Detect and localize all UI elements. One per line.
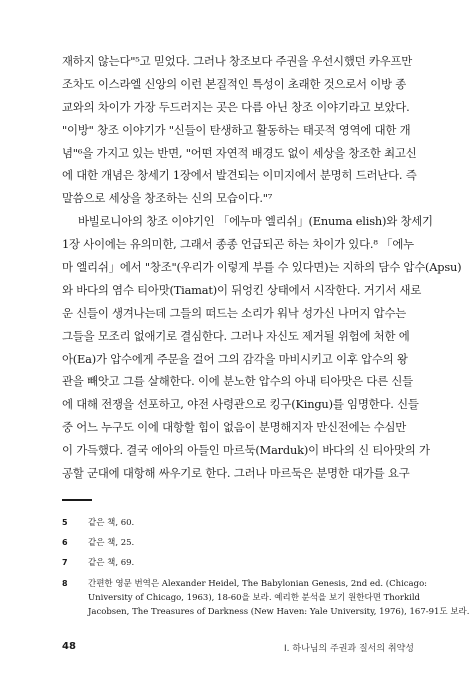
- footnote-number: 8: [62, 578, 68, 588]
- body-line: 이 가득했다. 결국 에아의 아들인 마르둑(Marduk)이 바다의 신 티아맛의 가: [62, 443, 430, 458]
- body-line: 그들을 모조리 없애기로 결심한다. 그러나 자신도 제거될 위험에 처한 에: [62, 328, 410, 343]
- body-line: 재하지 않는다"⁵고 믿었다. 그러나 창조보다 주권을 우선시했던 카우프만: [62, 54, 413, 68]
- footnote-number: 5: [62, 518, 68, 527]
- footnote-text: 같은 책, 69.: [88, 558, 135, 569]
- body-line: 1장 사이에는 유의미한, 그래서 종종 언급되곤 하는 차이가 있다.⁸ 「에누: [62, 237, 414, 252]
- page-number: 48: [62, 641, 76, 652]
- body-line: "이방" 창조 이야기가 "신들이 탄생하고 활동하는 태곳적 영역에 대한 개: [62, 122, 411, 137]
- body-line: 념"⁶을 가지고 있는 반면, "어떤 자연적 배경도 없이 세상을 창조한 최고신: [62, 145, 417, 160]
- footnote-text: Jacobsen, The Treasures of Darkness (New Haven: Yale University, 1976), 167-91도 보라.: [88, 607, 470, 618]
- footnote: [62, 577, 470, 620]
- footnote: [62, 556, 414, 570]
- footnote-text: University of Chicago, 1963), 18-60을 보라. 예리한 분석을 보기 원한다면 Thorkild: [88, 592, 420, 603]
- footnote-divider: [62, 499, 92, 501]
- footnote-text: 같은 책, 25.: [88, 538, 135, 549]
- footnote: [62, 536, 414, 550]
- body-line: 공할 군대에 대항해 싸우기로 한다. 그러나 마르둑은 분명한 대가를 요구: [62, 466, 410, 481]
- footnote-text: 간편한 영문 번역은 Alexander Heidel, The Babylonian Genesis, 2nd ed. (Chicago:: [88, 578, 428, 589]
- body-line: 교와의 차이가 가장 두드러지는 곳은 다름 아닌 창조 이야기라고 보았다.: [62, 99, 410, 114]
- body-line: 마 엘리쉬」에서 "창조"(우리가 이렇게 부를 수 있다면)는 지하의 담수 압수(Apsu): [62, 260, 462, 275]
- footnote-number: 7: [62, 558, 68, 568]
- body-line: 바빌로니아의 창조 이야기인 「에누마 엘리쉬」(Enuma elish)와 창세기: [78, 214, 433, 229]
- body-line: 중 어느 누구도 이에 대항할 힘이 없음이 분명해지자 만신전에는 수심만: [62, 420, 407, 435]
- footnote-number: 6: [62, 538, 68, 548]
- footnotes: [62, 516, 470, 625]
- footnote-text: 같은 책, 60.: [88, 518, 135, 528]
- body-line: 조차도 이스라엘 신앙의 이런 본질적인 특성이 초래한 것으로서 이방 종: [62, 76, 407, 91]
- body-text: [62, 50, 462, 485]
- body-line: 아(Ea)가 압수에게 주문을 걸어 그의 감각을 마비시키고 이후 압수의 왕: [62, 351, 408, 366]
- body-line: 관을 빼앗고 그를 살해한다. 이에 분노한 압수의 아내 티아맛은 다른 신들: [62, 374, 413, 389]
- body-line: 운 신들이 생겨나는데 그들의 떠드는 소리가 워낙 성가신 나머지 압수는: [62, 305, 407, 320]
- footnote: [62, 516, 414, 530]
- body-line: 에 대한 개념은 창세기 1장에서 발견되는 이미지에서 분명히 드러난다. 즉: [62, 168, 417, 183]
- body-line: 말씀으로 세상을 창조하는 신의 모습이다."⁷: [62, 191, 273, 206]
- body-line: 에 대해 전쟁을 선포하고, 야전 사령관으로 킹구(Kingu)를 임명한다. 신들: [62, 397, 419, 412]
- body-line: 와 바다의 염수 티아맛(Tiamat)이 뒤엉킨 상태에서 시작한다. 거기서 새로: [62, 282, 422, 297]
- running-head: I. 하나님의 주권과 질서의 취약성: [284, 644, 414, 654]
